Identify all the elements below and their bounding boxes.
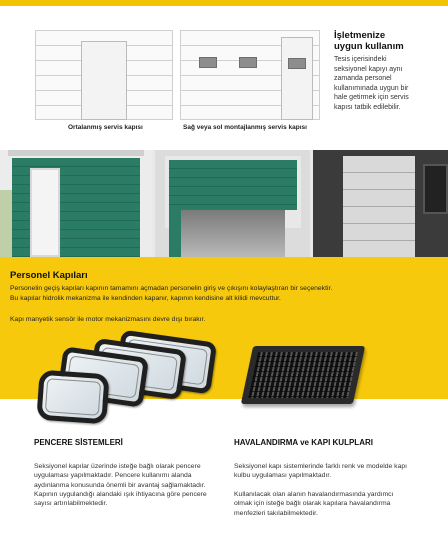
photo-green-door-with-service-door (0, 150, 152, 257)
section-text-line: menfezleri takılabilmektedir. (234, 509, 318, 517)
section-text-line: Kullanılacak olan alanın havalandırmasında yardımcı (234, 491, 394, 498)
side-heading (334, 30, 404, 52)
window-panel (199, 57, 217, 68)
section-text-line: sayısı artırılabilmektedir. (34, 500, 108, 508)
side-heading-line: uygun kullanım (334, 41, 404, 52)
service-door-outline (281, 37, 313, 120)
band-text-line: Bu kapılar hidrolik mekanizma ile kendinden kapanır, kapının kendisine alt kilidi mevcuttur. (10, 295, 281, 302)
window-systems-text (34, 462, 222, 508)
diagram-centered-service-door (35, 30, 173, 120)
service-door-outline (81, 41, 127, 120)
side-heading-line: İşletmenize (334, 30, 386, 41)
section-text-line: Seksiyonel kapılar üzerinde isteğe bağlı olarak pencere (34, 463, 201, 470)
photo-silver-door (313, 150, 448, 257)
ventilation-handles-text-1 (234, 462, 422, 481)
band-title: Personel Kapıları (10, 270, 88, 281)
side-text-line: kapısı tatbik edilebilir. (334, 103, 401, 111)
section-text-line: aydınlanma konusunda önemli bir avantaj sağlamaktadır. (34, 481, 206, 489)
ventilation-grille-image (241, 346, 365, 404)
caption-centered-service-door: Ortalanmış servis kapısı (68, 124, 143, 131)
top-accent-bar (0, 0, 448, 6)
grille-slats (248, 352, 358, 398)
window-panel (239, 57, 257, 68)
photo-green-door-opening (155, 150, 310, 257)
section-text-line: kulbu uygulaması yapılmaktadır. (234, 472, 332, 480)
section-text-line: uygulaması yapılmaktadır. Pencere kullanımı alanda (34, 472, 192, 480)
section-text-line: Kapının uygulandığı alandaki ışık ihtiyacına göre pencere (34, 490, 207, 498)
side-text-line: zamanda personel (334, 75, 392, 83)
side-text-line: hale getirmek için servis (334, 94, 409, 102)
window-systems-title: PENCERE SİSTEMLERİ (34, 438, 123, 447)
side-text-line: Tesis içerisindeki (334, 56, 387, 63)
side-description (334, 55, 442, 113)
photo-strip (0, 150, 448, 257)
band-text-line: Kapı manyetik sensör ile motor mekanizmasını devre dışı bırakır. (10, 316, 206, 323)
caption-side-service-door: Sağ veya sol montajlanmış servis kapısı (183, 124, 307, 131)
section-text-line: Seksiyonel kapı sistemlerinde farklı renk ve modelde kapı (234, 463, 408, 470)
window-frame-image (36, 370, 109, 425)
side-text-line: kullanımınada uygun bir (334, 84, 409, 92)
side-text-line: seksiyonel kapıyı aynı (334, 65, 403, 73)
band-text-line: Personelin geçiş kapıları kapının tamamını açmadan personelin giriş ve çıkışını kolaylaştıran bir seçenektir. (10, 285, 333, 292)
diagram-side-service-door (180, 30, 320, 120)
section-text-line: olmak için isteğe bağlı olarak kapılara havalandırma (234, 500, 391, 508)
ventilation-handles-title: HAVALANDIRMA ve KAPI KULPLARI (234, 438, 373, 447)
ventilation-handles-text-2 (234, 490, 422, 518)
window-panel (288, 58, 306, 69)
